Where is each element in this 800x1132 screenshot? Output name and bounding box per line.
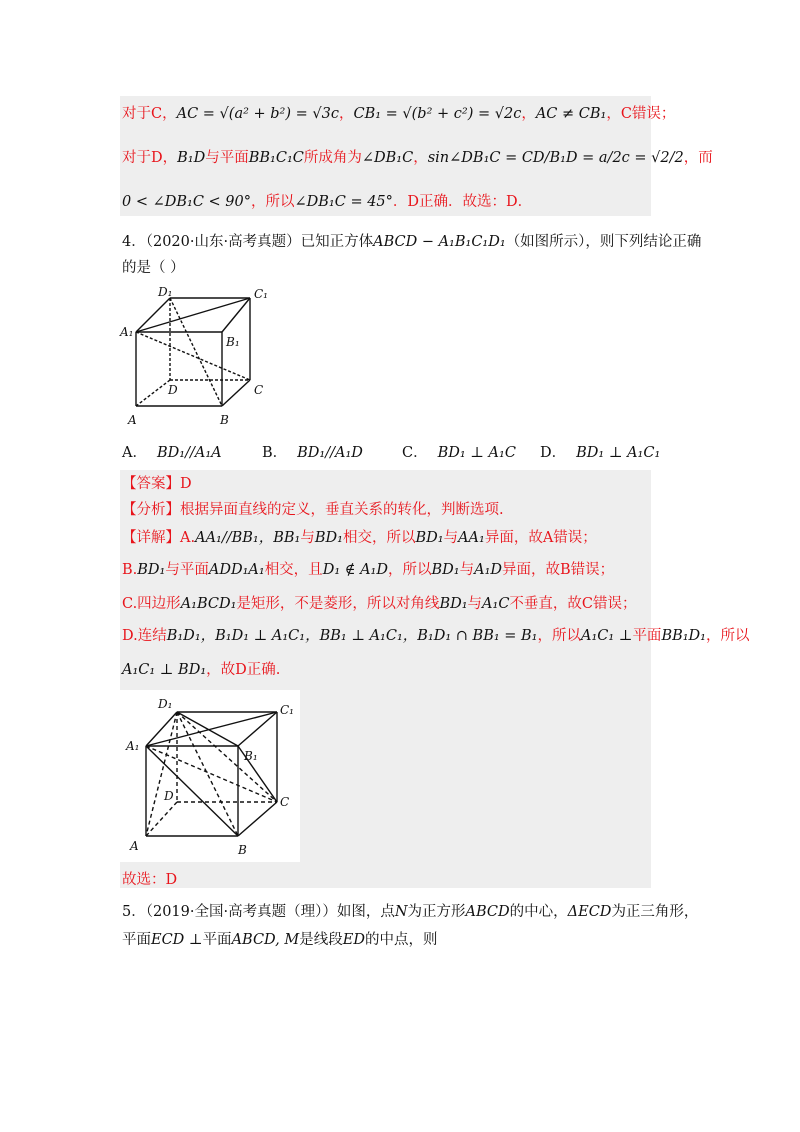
math: ，B₁D₁ ⊥ A₁C₁ xyxy=(200,628,306,644)
math: B₁D₁ xyxy=(166,628,201,644)
text: 【分析】根据异面直线的定义，垂直关系的转化，判断选项. xyxy=(122,502,504,518)
text: 为正三角形， xyxy=(611,904,699,920)
math: BD₁ xyxy=(431,562,460,578)
math: ED xyxy=(342,932,365,948)
label-D1: D₁ xyxy=(158,697,173,711)
text: 【详解】A. xyxy=(122,530,196,546)
label-D1: D₁ xyxy=(158,285,173,299)
text: 的中点，则 xyxy=(364,932,438,948)
detail-line-c xyxy=(122,594,637,614)
math: AA₁//BB₁ xyxy=(195,530,259,546)
option-letter: D． xyxy=(540,445,567,461)
option-letter: A． xyxy=(122,445,147,461)
math: N xyxy=(394,904,408,920)
math: ∠DB₁C xyxy=(361,150,414,166)
solution-line-d xyxy=(122,148,713,168)
math: BD₁//A₁A xyxy=(156,445,222,461)
text: 4．（2020·山东·高考真题）已知正方体 xyxy=(122,234,374,250)
text: ， xyxy=(521,106,536,122)
text: D.连结 xyxy=(122,628,167,644)
q4-option-b[interactable] xyxy=(262,443,363,463)
choice-line xyxy=(122,870,177,890)
text: 是矩形，不是菱形，所以对角线 xyxy=(236,596,440,612)
math: B₁D xyxy=(177,150,206,166)
text: 是线段 xyxy=(299,932,343,948)
q4-stem-cont xyxy=(122,258,185,278)
math: BD₁ ⊥ A₁C₁ xyxy=(576,445,661,461)
detail-line-b xyxy=(122,560,614,580)
text: 的中心， xyxy=(509,904,568,920)
math: AC ≠ CB₁ xyxy=(535,106,607,122)
solution-line-conclusion xyxy=(122,192,532,212)
text: ．D正确．故选：D． xyxy=(392,194,533,210)
text: （如图所示），则下列结论正确 xyxy=(505,234,702,250)
text: C.四边形 xyxy=(122,596,181,612)
text: 不垂直，故C错误； xyxy=(509,596,637,612)
math: BD₁ xyxy=(439,596,468,612)
text: 所成角为 xyxy=(303,150,362,166)
label-B: B xyxy=(238,843,247,857)
text: 异面，故A错误； xyxy=(484,530,597,546)
text: 平面 xyxy=(632,628,662,644)
math: BD₁//A₁D xyxy=(297,445,363,461)
analysis-line xyxy=(122,500,504,520)
text: ，C错误； xyxy=(606,106,676,122)
label-D: D xyxy=(164,789,174,803)
text: 与 xyxy=(459,562,475,578)
math: ，B₁D₁ ∩ BB₁ = B₁ xyxy=(402,628,538,644)
math: A₁BCD₁ xyxy=(180,596,237,612)
math: ABCD, M xyxy=(231,932,300,948)
math: BD₁ ⊥ A₁C xyxy=(437,445,516,461)
label-A1: A₁ xyxy=(126,739,140,753)
math: AC = √(a² + b²) = √3c xyxy=(176,106,339,122)
math: ABCD − A₁B₁C₁D₁ xyxy=(373,234,506,250)
math: ABCD xyxy=(465,904,510,920)
text: 为正方形 xyxy=(407,904,466,920)
label-B: B xyxy=(220,413,229,427)
math: ，BB₁ xyxy=(258,530,301,546)
text: 异面，故B错误； xyxy=(502,562,615,578)
option-letter: B． xyxy=(262,445,288,461)
text: 平面 xyxy=(202,932,232,948)
text: ， xyxy=(338,106,354,122)
text: 5．（2019·全国·高考真题（理））如图，点 xyxy=(122,904,395,920)
math: A₁C₁ ⊥ xyxy=(581,628,633,644)
text: 与 xyxy=(467,596,483,612)
text: ，所以 xyxy=(537,628,581,644)
q4-option-c[interactable] xyxy=(402,443,516,463)
detail-line-a xyxy=(122,528,597,548)
label-B1: B₁ xyxy=(244,749,258,763)
label-C1: C₁ xyxy=(280,703,294,717)
text: 相交，所以 xyxy=(342,530,416,546)
text: 对于C， xyxy=(122,106,177,122)
text: ，故D正确. xyxy=(206,662,281,678)
math: BB₁D₁ xyxy=(661,628,706,644)
label-C1: C₁ xyxy=(254,287,268,301)
answer-line xyxy=(122,474,192,494)
label-B1: B₁ xyxy=(226,335,240,349)
q4-option-a[interactable] xyxy=(122,443,222,463)
text: B. xyxy=(122,562,138,578)
text: 相交，且 xyxy=(264,562,323,578)
text: ，所以 xyxy=(706,628,750,644)
text: 对于D， xyxy=(122,150,178,166)
math: AA₁ xyxy=(458,530,485,546)
label-C: C xyxy=(280,795,290,809)
q4-option-d[interactable] xyxy=(540,443,660,463)
cube-figure-solution xyxy=(120,690,300,862)
math: ，BB₁ ⊥ A₁C₁ xyxy=(305,628,403,644)
text: 与 xyxy=(443,530,459,546)
math: A₁C xyxy=(482,596,510,612)
math: BD₁ xyxy=(415,530,444,546)
text: 故选：D xyxy=(122,872,178,888)
detail-line-d-cont xyxy=(122,660,280,680)
math: BB₁C₁C xyxy=(248,150,304,166)
label-A: A xyxy=(130,839,139,853)
text: ，所以 xyxy=(251,194,295,210)
text: 与平面 xyxy=(165,562,209,578)
math: A₁D xyxy=(474,562,503,578)
math: BD₁ xyxy=(137,562,166,578)
q4-stem xyxy=(122,232,701,252)
text: 【答案】D xyxy=(122,476,192,492)
q5-stem-cont xyxy=(122,930,437,950)
detail-line-d xyxy=(122,626,750,646)
math: D₁ ∉ A₁D xyxy=(322,562,388,578)
math: ADD₁A₁ xyxy=(208,562,265,578)
q5-stem xyxy=(122,902,698,922)
math: ΔECD xyxy=(567,904,612,920)
option-letter: C． xyxy=(402,445,428,461)
label-D: D xyxy=(168,383,178,397)
text: 与 xyxy=(300,530,315,546)
math: sin∠DB₁C = CD/B₁D = a/2c = √2/2 xyxy=(427,150,684,166)
math: ∠DB₁C = 45° xyxy=(294,194,393,210)
label-A1: A₁ xyxy=(120,325,134,339)
label-A: A xyxy=(128,413,137,427)
math: ECD ⊥ xyxy=(151,932,203,948)
text: ， xyxy=(413,150,428,166)
text: 的是（ ） xyxy=(122,260,185,276)
math: BD₁ xyxy=(314,530,343,546)
text: 平面 xyxy=(122,932,151,948)
math: 0 < ∠DB₁C < 90° xyxy=(122,194,251,210)
text: ，而 xyxy=(683,150,713,166)
math: A₁C₁ ⊥ BD₁ xyxy=(122,662,207,678)
cube-figure-question xyxy=(118,282,280,432)
label-C: C xyxy=(254,383,264,397)
solution-line-c xyxy=(122,104,675,124)
text: 与平面 xyxy=(205,150,249,166)
text: ，所以 xyxy=(388,562,432,578)
math: CB₁ = √(b² + c²) = √2c xyxy=(353,106,522,122)
